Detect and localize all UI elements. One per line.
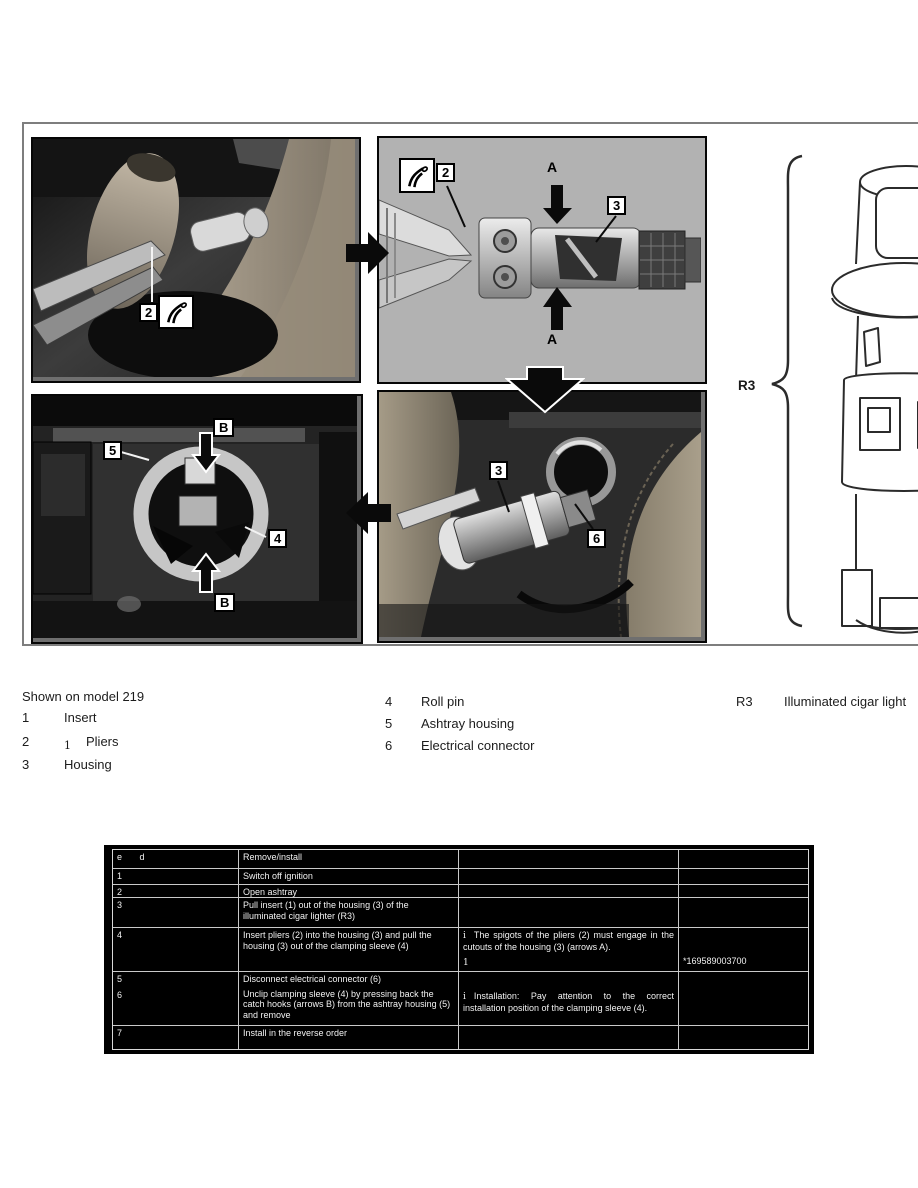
steps-table-block bbox=[104, 845, 814, 1054]
step-2-num: 2 bbox=[113, 885, 239, 898]
leader-line-5 bbox=[121, 452, 149, 460]
arrow-label-b-bottom: B bbox=[214, 593, 235, 612]
flow-arrow-left-icon bbox=[344, 490, 392, 536]
callout-4: 4 bbox=[268, 529, 287, 548]
table-header-col3 bbox=[459, 850, 679, 869]
legend-4-num: 4 bbox=[385, 694, 393, 709]
legend-1-label: Insert bbox=[64, 710, 97, 725]
legend-1-num: 1 bbox=[22, 710, 30, 725]
callout-5: 5 bbox=[103, 441, 122, 460]
photo-ashtray-clamping-sleeve bbox=[31, 394, 363, 644]
callout-2: 2 bbox=[139, 303, 158, 322]
pliers-icon-box bbox=[158, 295, 194, 329]
step-4-part-number: *169589003700 bbox=[679, 928, 808, 972]
legend-4-label: Roll pin bbox=[421, 694, 465, 709]
step-7-extra bbox=[679, 1026, 808, 1049]
step-2-text: Open ashtray bbox=[239, 885, 459, 898]
legend-caption: Shown on model 219 bbox=[22, 689, 145, 704]
step-3-note bbox=[459, 898, 679, 928]
legend-3-label: Housing bbox=[64, 757, 112, 772]
arrow-b-up-icon bbox=[193, 554, 219, 592]
step-6-text: Unclip clamping sleeve (4) by pressing back the catch hooks (arrows B) from the ashtray housing (5) and remove bbox=[243, 988, 451, 1020]
step-5-num: 5 bbox=[117, 974, 123, 984]
arrow-label-b-top: B bbox=[213, 418, 234, 437]
legend-3-num: 3 bbox=[22, 757, 30, 772]
leader-line-4 bbox=[245, 527, 266, 537]
step-1-text: Switch off ignition bbox=[239, 869, 459, 885]
table-header-col4 bbox=[679, 850, 808, 869]
step-3-num: 3 bbox=[113, 898, 239, 928]
legend-2-label: Pliers bbox=[86, 734, 119, 749]
leader-line-3 bbox=[596, 216, 616, 242]
photo1-leader-lines bbox=[33, 139, 355, 377]
arrow-label-a-top: A bbox=[547, 159, 558, 175]
steps-table bbox=[112, 849, 809, 1050]
legend-5-label: Ashtray housing bbox=[421, 716, 515, 731]
flow-arrow-down-icon bbox=[505, 366, 585, 414]
photo4-leader-lines bbox=[379, 392, 701, 637]
legend-6-num: 6 bbox=[385, 738, 393, 753]
step-2-extra bbox=[679, 885, 808, 898]
arrow-label-a-bottom: A bbox=[547, 331, 558, 347]
callout-3: 3 bbox=[607, 196, 626, 215]
step-6-num: 6 bbox=[117, 989, 123, 1000]
pliers-icon bbox=[164, 300, 188, 324]
step-4-text: Insert pliers (2) into the housing (3) and pull the housing (3) out of the clamping sleeve (4) bbox=[239, 928, 459, 972]
step-3-text: Pull insert (1) out of the housing (3) of the illuminated cigar lighter (R3) bbox=[239, 898, 459, 928]
photo-console-pliers bbox=[31, 137, 361, 383]
step-5-6-nums bbox=[113, 972, 239, 1026]
drawing-r3-label: R3 bbox=[738, 378, 756, 393]
table-header-col1: e d bbox=[113, 850, 239, 869]
table-header-col2: Remove/install bbox=[239, 850, 459, 869]
info-icon: i bbox=[463, 992, 466, 1002]
legend-2-sub: 1 bbox=[64, 739, 71, 752]
arrow-b-down-icon bbox=[193, 433, 219, 472]
photo3-leader-lines-arrows bbox=[33, 396, 357, 638]
step-4-note-extra: 1 bbox=[463, 958, 469, 968]
step-5-6-extra bbox=[679, 972, 808, 1026]
legend-6-label: Electrical connector bbox=[421, 738, 535, 753]
step-3-extra bbox=[679, 898, 808, 928]
legend-r3-num: R3 bbox=[736, 694, 753, 709]
info-icon: i bbox=[463, 931, 466, 941]
pliers-icon bbox=[405, 164, 429, 188]
step-7-text: Install in the reverse order bbox=[239, 1026, 459, 1049]
step-4-note bbox=[459, 928, 679, 972]
step-5-6-text bbox=[239, 972, 459, 1026]
arrow-a-down-icon bbox=[543, 185, 572, 224]
callout-2: 2 bbox=[436, 163, 455, 182]
step-5-text: Disconnect electrical connector (6) bbox=[243, 974, 382, 984]
leader-line-2 bbox=[447, 186, 465, 227]
arrow-a-up-icon bbox=[543, 287, 572, 330]
step-6-note-text: i Installation: Pay attention to the correct installation position of the clamping sleeve (4). bbox=[463, 991, 674, 1013]
drawing-cigar-lighter bbox=[798, 152, 918, 638]
step-4-note-text: i The spigots of the pliers (2) must engage in the cutouts of the housing (3) (arrows A). bbox=[463, 930, 674, 952]
legend-5-num: 5 bbox=[385, 716, 393, 731]
legend-2-num: 2 bbox=[22, 734, 30, 749]
step-5-6-note bbox=[459, 972, 679, 1026]
callout-6: 6 bbox=[587, 529, 606, 548]
step-4-num: 4 bbox=[113, 928, 239, 972]
brace-icon bbox=[766, 154, 806, 630]
callout-3: 3 bbox=[489, 461, 508, 480]
step-7-note bbox=[459, 1026, 679, 1049]
photo-housing-extraction bbox=[377, 136, 707, 384]
step-1-extra bbox=[679, 869, 808, 885]
step-7-num: 7 bbox=[113, 1026, 239, 1049]
legend-r3-label: Illuminated cigar light bbox=[784, 694, 907, 709]
leader-line-6 bbox=[575, 504, 593, 529]
step-2-note bbox=[459, 885, 679, 898]
leader-line-3 bbox=[498, 481, 509, 512]
step-1-num: 1 bbox=[113, 869, 239, 885]
pliers-icon-box bbox=[399, 158, 435, 193]
flow-arrow-right-icon bbox=[346, 230, 390, 276]
photo-housing-connector bbox=[377, 390, 707, 643]
step-1-note bbox=[459, 869, 679, 885]
